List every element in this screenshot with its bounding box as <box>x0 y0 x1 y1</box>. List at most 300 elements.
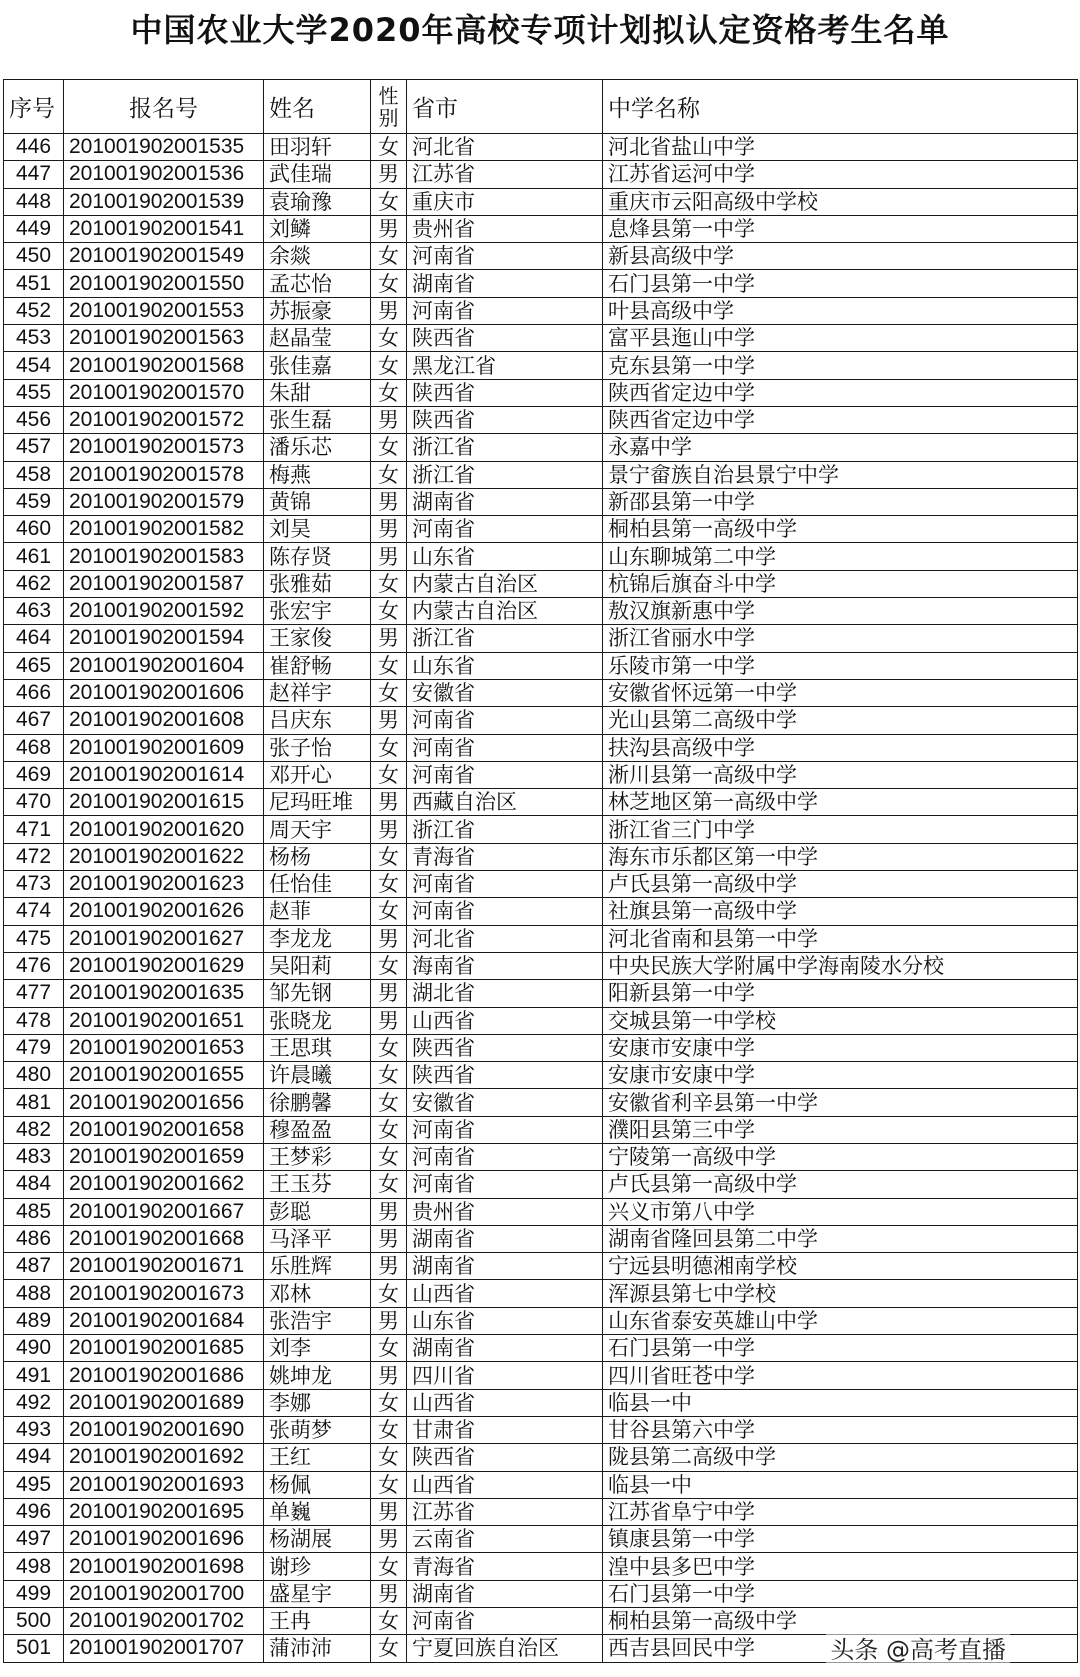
cell-gender: 女 <box>371 1416 407 1443</box>
cell-reg-id: 201001902001539 <box>64 188 264 215</box>
cell-name: 吕庆东 <box>264 707 371 734</box>
column-header-province: 省市 <box>407 80 603 134</box>
cell-province: 山西省 <box>407 1007 603 1034</box>
cell-school: 江苏省运河中学 <box>603 161 1078 188</box>
cell-seq: 455 <box>4 379 64 406</box>
cell-gender: 男 <box>371 1007 407 1034</box>
cell-school: 社旗县第一高级中学 <box>603 898 1078 925</box>
cell-province: 湖南省 <box>407 1335 603 1362</box>
cell-reg-id: 201001902001668 <box>64 1225 264 1252</box>
cell-gender: 女 <box>371 1116 407 1143</box>
cell-seq: 488 <box>4 1280 64 1307</box>
cell-seq: 473 <box>4 871 64 898</box>
cell-seq: 453 <box>4 325 64 352</box>
cell-school: 杭锦后旗奋斗中学 <box>603 570 1078 597</box>
table-row <box>4 843 1078 870</box>
cell-province: 河南省 <box>407 1116 603 1143</box>
cell-name: 许晨曦 <box>264 1062 371 1089</box>
cell-seq: 465 <box>4 652 64 679</box>
watermark: 头条 @高考直播 <box>826 1630 1010 1665</box>
cell-school: 扶沟县高级中学 <box>603 734 1078 761</box>
cell-province: 内蒙古自治区 <box>407 598 603 625</box>
cell-gender: 女 <box>371 761 407 788</box>
cell-school: 浑源县第七中学校 <box>603 1280 1078 1307</box>
cell-province: 河南省 <box>407 761 603 788</box>
cell-name: 崔舒畅 <box>264 652 371 679</box>
column-header-gender: 性别 <box>371 80 407 134</box>
cell-gender: 女 <box>371 134 407 161</box>
cell-school: 濮阳县第三中学 <box>603 1116 1078 1143</box>
cell-reg-id: 201001902001627 <box>64 925 264 952</box>
cell-province: 浙江省 <box>407 461 603 488</box>
cell-province: 青海省 <box>407 843 603 870</box>
table-row <box>4 734 1078 761</box>
cell-province: 云南省 <box>407 1526 603 1553</box>
cell-province: 河北省 <box>407 134 603 161</box>
table-row <box>4 488 1078 515</box>
cell-seq: 474 <box>4 898 64 925</box>
table-row <box>4 1225 1078 1252</box>
cell-seq: 501 <box>4 1635 64 1662</box>
cell-province: 陕西省 <box>407 379 603 406</box>
cell-school: 安徽省怀远第一中学 <box>603 679 1078 706</box>
cell-gender: 女 <box>371 1444 407 1471</box>
table-row <box>4 980 1078 1007</box>
cell-reg-id: 201001902001653 <box>64 1034 264 1061</box>
cell-seq: 497 <box>4 1526 64 1553</box>
cell-reg-id: 201001902001693 <box>64 1471 264 1498</box>
cell-name: 孟芯怡 <box>264 270 371 297</box>
cell-gender: 女 <box>371 1280 407 1307</box>
cell-province: 河南省 <box>407 1143 603 1170</box>
cell-reg-id: 201001902001592 <box>64 598 264 625</box>
cell-seq: 471 <box>4 816 64 843</box>
cell-gender: 男 <box>371 161 407 188</box>
cell-name: 彭聪 <box>264 1198 371 1225</box>
cell-name: 穆盈盈 <box>264 1116 371 1143</box>
column-header-seq: 序号 <box>4 80 64 134</box>
cell-province: 湖南省 <box>407 1580 603 1607</box>
cell-province: 山西省 <box>407 1389 603 1416</box>
table-row <box>4 215 1078 242</box>
cell-province: 河南省 <box>407 516 603 543</box>
cell-seq: 476 <box>4 952 64 979</box>
cell-gender: 女 <box>371 1635 407 1662</box>
cell-province: 河北省 <box>407 925 603 952</box>
cell-gender: 女 <box>371 1171 407 1198</box>
cell-school: 宁远县明德湘南学校 <box>603 1253 1078 1280</box>
cell-gender: 男 <box>371 406 407 433</box>
cell-school: 湟中县多巴中学 <box>603 1553 1078 1580</box>
cell-school: 新邵县第一中学 <box>603 488 1078 515</box>
cell-school: 湖南省隆回县第二中学 <box>603 1225 1078 1252</box>
cell-province: 河南省 <box>407 707 603 734</box>
cell-school: 安康市安康中学 <box>603 1062 1078 1089</box>
cell-school: 克东县第一中学 <box>603 352 1078 379</box>
cell-name: 王梦彩 <box>264 1143 371 1170</box>
cell-reg-id: 201001902001659 <box>64 1143 264 1170</box>
cell-name: 赵晶莹 <box>264 325 371 352</box>
cell-seq: 491 <box>4 1362 64 1389</box>
cell-seq: 452 <box>4 297 64 324</box>
cell-school: 桐柏县第一高级中学 <box>603 516 1078 543</box>
column-header-reg-id: 报名号 <box>64 80 264 134</box>
cell-seq: 477 <box>4 980 64 1007</box>
cell-gender: 女 <box>371 352 407 379</box>
cell-seq: 469 <box>4 761 64 788</box>
cell-name: 刘昊 <box>264 516 371 543</box>
cell-seq: 449 <box>4 215 64 242</box>
table-row <box>4 134 1078 161</box>
cell-province: 河南省 <box>407 243 603 270</box>
cell-seq: 483 <box>4 1143 64 1170</box>
cell-reg-id: 201001902001686 <box>64 1362 264 1389</box>
cell-seq: 478 <box>4 1007 64 1034</box>
cell-seq: 457 <box>4 434 64 461</box>
cell-reg-id: 201001902001685 <box>64 1335 264 1362</box>
cell-school: 卢氏县第一高级中学 <box>603 871 1078 898</box>
cell-name: 张生磊 <box>264 406 371 433</box>
cell-gender: 女 <box>371 243 407 270</box>
cell-reg-id: 201001902001582 <box>64 516 264 543</box>
table-row <box>4 1362 1078 1389</box>
cell-province: 湖南省 <box>407 270 603 297</box>
cell-name: 蒲沛沛 <box>264 1635 371 1662</box>
cell-seq: 451 <box>4 270 64 297</box>
cell-name: 杨湖展 <box>264 1526 371 1553</box>
cell-name: 尼玛旺堆 <box>264 789 371 816</box>
cell-name: 张雅茹 <box>264 570 371 597</box>
cell-reg-id: 201001902001604 <box>64 652 264 679</box>
table-row <box>4 1335 1078 1362</box>
cell-school: 新县高级中学 <box>603 243 1078 270</box>
cell-seq: 487 <box>4 1253 64 1280</box>
cell-name: 余燚 <box>264 243 371 270</box>
cell-reg-id: 201001902001608 <box>64 707 264 734</box>
cell-school: 富平县迤山中学 <box>603 325 1078 352</box>
cell-reg-id: 201001902001629 <box>64 952 264 979</box>
cell-reg-id: 201001902001623 <box>64 871 264 898</box>
cell-province: 青海省 <box>407 1553 603 1580</box>
cell-province: 山西省 <box>407 1280 603 1307</box>
cell-name: 张萌梦 <box>264 1416 371 1443</box>
cell-gender: 女 <box>371 843 407 870</box>
cell-school: 海东市乐都区第一中学 <box>603 843 1078 870</box>
cell-reg-id: 201001902001671 <box>64 1253 264 1280</box>
cell-school: 林芝地区第一高级中学 <box>603 789 1078 816</box>
cell-gender: 女 <box>371 461 407 488</box>
cell-seq: 489 <box>4 1307 64 1334</box>
cell-reg-id: 201001902001606 <box>64 679 264 706</box>
cell-province: 山东省 <box>407 652 603 679</box>
cell-name: 乐胜辉 <box>264 1253 371 1280</box>
cell-name: 黄锦 <box>264 488 371 515</box>
cell-reg-id: 201001902001656 <box>64 1089 264 1116</box>
cell-province: 湖北省 <box>407 980 603 1007</box>
cell-gender: 女 <box>371 379 407 406</box>
cell-reg-id: 201001902001702 <box>64 1608 264 1635</box>
cell-school: 桐柏县第一高级中学 <box>603 1608 1078 1635</box>
cell-reg-id: 201001902001673 <box>64 1280 264 1307</box>
cell-name: 张晓龙 <box>264 1007 371 1034</box>
cell-name: 王玉芬 <box>264 1171 371 1198</box>
table-row <box>4 1307 1078 1334</box>
cell-gender: 男 <box>371 625 407 652</box>
table-row <box>4 1007 1078 1034</box>
cell-name: 周天宇 <box>264 816 371 843</box>
cell-seq: 475 <box>4 925 64 952</box>
table-row <box>4 1171 1078 1198</box>
cell-reg-id: 201001902001573 <box>64 434 264 461</box>
cell-province: 河南省 <box>407 734 603 761</box>
table-row <box>4 707 1078 734</box>
cell-province: 河南省 <box>407 898 603 925</box>
table-row <box>4 1253 1078 1280</box>
cell-school: 山东省泰安英雄山中学 <box>603 1307 1078 1334</box>
cell-reg-id: 201001902001662 <box>64 1171 264 1198</box>
cell-school: 河北省南和县第一中学 <box>603 925 1078 952</box>
cell-seq: 485 <box>4 1198 64 1225</box>
cell-seq: 493 <box>4 1416 64 1443</box>
table-row <box>4 1580 1078 1607</box>
cell-seq: 460 <box>4 516 64 543</box>
cell-seq: 472 <box>4 843 64 870</box>
cell-seq: 463 <box>4 598 64 625</box>
table-row <box>4 1416 1078 1443</box>
cell-gender: 女 <box>371 1062 407 1089</box>
cell-seq: 459 <box>4 488 64 515</box>
cell-reg-id: 201001902001658 <box>64 1116 264 1143</box>
cell-province: 江苏省 <box>407 161 603 188</box>
cell-name: 武佳瑞 <box>264 161 371 188</box>
cell-reg-id: 201001902001615 <box>64 789 264 816</box>
cell-seq: 499 <box>4 1580 64 1607</box>
cell-school: 卢氏县第一高级中学 <box>603 1171 1078 1198</box>
cell-name: 盛星宇 <box>264 1580 371 1607</box>
cell-seq: 494 <box>4 1444 64 1471</box>
cell-gender: 男 <box>371 297 407 324</box>
cell-province: 陕西省 <box>407 1444 603 1471</box>
cell-reg-id: 201001902001690 <box>64 1416 264 1443</box>
cell-province: 浙江省 <box>407 434 603 461</box>
cell-seq: 447 <box>4 161 64 188</box>
cell-seq: 500 <box>4 1608 64 1635</box>
cell-school: 永嘉中学 <box>603 434 1078 461</box>
cell-reg-id: 201001902001700 <box>64 1580 264 1607</box>
cell-seq: 484 <box>4 1171 64 1198</box>
table-row <box>4 1062 1078 1089</box>
cell-gender: 男 <box>371 925 407 952</box>
table-row <box>4 543 1078 570</box>
cell-name: 梅燕 <box>264 461 371 488</box>
cell-school: 甘谷县第六中学 <box>603 1416 1078 1443</box>
cell-province: 贵州省 <box>407 215 603 242</box>
table-row <box>4 761 1078 788</box>
cell-school: 浙江省三门中学 <box>603 816 1078 843</box>
cell-reg-id: 201001902001620 <box>64 816 264 843</box>
table-row <box>4 352 1078 379</box>
cell-name: 吴阳莉 <box>264 952 371 979</box>
cell-name: 朱甜 <box>264 379 371 406</box>
cell-gender: 女 <box>371 1389 407 1416</box>
cell-school: 江苏省阜宁中学 <box>603 1498 1078 1525</box>
cell-name: 张子怡 <box>264 734 371 761</box>
cell-province: 安徽省 <box>407 1089 603 1116</box>
cell-name: 潘乐芯 <box>264 434 371 461</box>
cell-school: 临县一中 <box>603 1389 1078 1416</box>
cell-reg-id: 201001902001667 <box>64 1198 264 1225</box>
cell-name: 邓开心 <box>264 761 371 788</box>
table-row <box>4 461 1078 488</box>
cell-province: 湖南省 <box>407 1253 603 1280</box>
table-row <box>4 898 1078 925</box>
cell-reg-id: 201001902001689 <box>64 1389 264 1416</box>
cell-school: 石门县第一中学 <box>603 1580 1078 1607</box>
cell-gender: 女 <box>371 652 407 679</box>
table-row <box>4 816 1078 843</box>
cell-gender: 女 <box>371 679 407 706</box>
cell-province: 宁夏回族自治区 <box>407 1635 603 1662</box>
cell-school: 镇康县第一中学 <box>603 1526 1078 1553</box>
cell-gender: 女 <box>371 598 407 625</box>
cell-gender: 女 <box>371 188 407 215</box>
table-row <box>4 379 1078 406</box>
table-row <box>4 1498 1078 1525</box>
cell-school: 淅川县第一高级中学 <box>603 761 1078 788</box>
cell-gender: 女 <box>371 1335 407 1362</box>
cell-gender: 女 <box>371 952 407 979</box>
cell-reg-id: 201001902001707 <box>64 1635 264 1662</box>
cell-province: 黑龙江省 <box>407 352 603 379</box>
cell-school: 宁陵第一高级中学 <box>603 1143 1078 1170</box>
cell-name: 姚坤龙 <box>264 1362 371 1389</box>
cell-gender: 男 <box>371 1253 407 1280</box>
cell-school: 安徽省利辛县第一中学 <box>603 1089 1078 1116</box>
cell-province: 河南省 <box>407 871 603 898</box>
table-row <box>4 1553 1078 1580</box>
cell-province: 陕西省 <box>407 1062 603 1089</box>
cell-province: 贵州省 <box>407 1198 603 1225</box>
table-header-row <box>4 80 1078 134</box>
cell-reg-id: 201001902001626 <box>64 898 264 925</box>
cell-seq: 496 <box>4 1498 64 1525</box>
cell-reg-id: 201001902001622 <box>64 843 264 870</box>
cell-gender: 男 <box>371 980 407 1007</box>
cell-seq: 446 <box>4 134 64 161</box>
cell-seq: 479 <box>4 1034 64 1061</box>
cell-school: 乐陵市第一中学 <box>603 652 1078 679</box>
cell-name: 张浩宇 <box>264 1307 371 1334</box>
candidate-table <box>3 79 1078 1663</box>
cell-province: 甘肃省 <box>407 1416 603 1443</box>
cell-name: 徐鹏馨 <box>264 1089 371 1116</box>
cell-school: 息烽县第一中学 <box>603 215 1078 242</box>
cell-gender: 女 <box>371 871 407 898</box>
cell-gender: 男 <box>371 1362 407 1389</box>
cell-seq: 464 <box>4 625 64 652</box>
cell-school: 中央民族大学附属中学海南陵水分校 <box>603 952 1078 979</box>
table-row <box>4 161 1078 188</box>
cell-seq: 450 <box>4 243 64 270</box>
cell-province: 四川省 <box>407 1362 603 1389</box>
cell-school: 重庆市云阳高级中学校 <box>603 188 1078 215</box>
table-row <box>4 871 1078 898</box>
cell-school: 山东聊城第二中学 <box>603 543 1078 570</box>
cell-seq: 480 <box>4 1062 64 1089</box>
cell-school: 陕西省定边中学 <box>603 379 1078 406</box>
table-row <box>4 1526 1078 1553</box>
cell-province: 西藏自治区 <box>407 789 603 816</box>
cell-reg-id: 201001902001594 <box>64 625 264 652</box>
table-row <box>4 652 1078 679</box>
cell-gender: 女 <box>371 325 407 352</box>
table-row <box>4 570 1078 597</box>
cell-gender: 男 <box>371 789 407 816</box>
cell-province: 湖南省 <box>407 488 603 515</box>
cell-school: 交城县第一中学校 <box>603 1007 1078 1034</box>
cell-school: 兴义市第八中学 <box>603 1198 1078 1225</box>
cell-school: 浙江省丽水中学 <box>603 625 1078 652</box>
table-row <box>4 1116 1078 1143</box>
cell-reg-id: 201001902001587 <box>64 570 264 597</box>
cell-province: 陕西省 <box>407 325 603 352</box>
cell-gender: 男 <box>371 816 407 843</box>
cell-province: 浙江省 <box>407 625 603 652</box>
cell-name: 刘李 <box>264 1335 371 1362</box>
table-row <box>4 952 1078 979</box>
cell-name: 单巍 <box>264 1498 371 1525</box>
cell-reg-id: 201001902001651 <box>64 1007 264 1034</box>
cell-school: 临县一中 <box>603 1471 1078 1498</box>
cell-gender: 男 <box>371 1498 407 1525</box>
cell-school: 叶县高级中学 <box>603 297 1078 324</box>
cell-seq: 492 <box>4 1389 64 1416</box>
cell-name: 赵祥宇 <box>264 679 371 706</box>
cell-province: 江苏省 <box>407 1498 603 1525</box>
cell-name: 陈存贤 <box>264 543 371 570</box>
cell-name: 邓林 <box>264 1280 371 1307</box>
cell-name: 袁瑜豫 <box>264 188 371 215</box>
cell-reg-id: 201001902001692 <box>64 1444 264 1471</box>
cell-name: 杨杨 <box>264 843 371 870</box>
table-row <box>4 1089 1078 1116</box>
cell-gender: 女 <box>371 270 407 297</box>
cell-gender: 女 <box>371 1089 407 1116</box>
cell-school: 陕西省定边中学 <box>603 406 1078 433</box>
table-row <box>4 1471 1078 1498</box>
cell-reg-id: 201001902001578 <box>64 461 264 488</box>
cell-reg-id: 201001902001583 <box>64 543 264 570</box>
cell-seq: 470 <box>4 789 64 816</box>
cell-province: 浙江省 <box>407 816 603 843</box>
cell-gender: 女 <box>371 1553 407 1580</box>
table-row <box>4 243 1078 270</box>
cell-name: 刘鳞 <box>264 215 371 242</box>
cell-name: 谢珍 <box>264 1553 371 1580</box>
cell-gender: 男 <box>371 1526 407 1553</box>
table-row <box>4 1444 1078 1471</box>
table-row <box>4 1389 1078 1416</box>
cell-reg-id: 201001902001549 <box>64 243 264 270</box>
cell-name: 王家俊 <box>264 625 371 652</box>
cell-gender: 男 <box>371 707 407 734</box>
cell-reg-id: 201001902001563 <box>64 325 264 352</box>
cell-seq: 486 <box>4 1225 64 1252</box>
page-title: 中国农业大学2020年高校专项计划拟认定资格考生名单 <box>130 11 950 49</box>
table-row <box>4 1198 1078 1225</box>
cell-reg-id: 201001902001553 <box>64 297 264 324</box>
table-row <box>4 679 1078 706</box>
